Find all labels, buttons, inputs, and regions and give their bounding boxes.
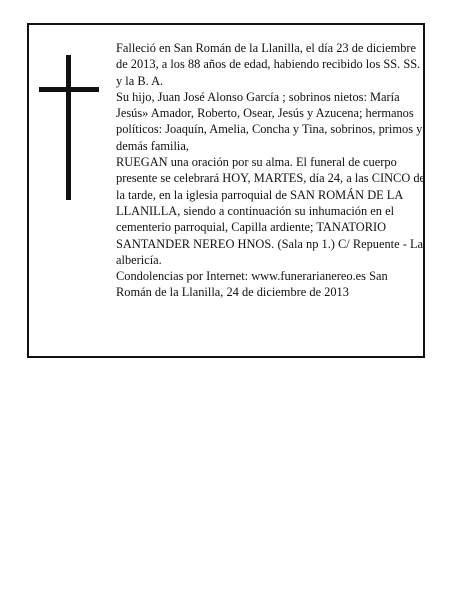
notice-paragraph-funeral: RUEGAN una oración por su alma. El funeral de cuerpo presente se celebrará HOY, MARTES, día 24, a las CINCO de la tarde, en la iglesia parroquial de SAN ROMÁN DE LA LLANILLA, siendo a continuación su inhumación en el cementerio parroquial, Capilla ardiente; TANATORIO SANTANDER NEREO HNOS. (Sala np 1.) C/ Repuente - La albericía. [116, 155, 426, 267]
notice-paragraph-death: Falleció en San Román de la Llanilla, el día 23 de diciembre de 2013, a los 88 años de edad, habiendo recibido los SS. SS. y la B. A. [116, 41, 421, 88]
notice-text [116, 40, 426, 301]
notice-paragraph-condolences: Condolencias por Internet: www.funerarianereo.es San Román de la Llanilla, 24 de diciembre de 2013 [116, 269, 388, 300]
latin-cross-icon [39, 55, 99, 200]
cross-vertical-bar [66, 55, 71, 200]
obituary-notice [27, 23, 425, 358]
notice-paragraph-family: Su hijo, Juan José Alonso García ; sobrinos nietos: María Jesús» Amador, Roberto, Osear, Jesús y Azucena; hermanos políticos: Joaquín, Amelia, Concha y Tina, sobrinos, primos y demás familia, [116, 89, 423, 153]
cross-horizontal-bar [39, 87, 99, 92]
